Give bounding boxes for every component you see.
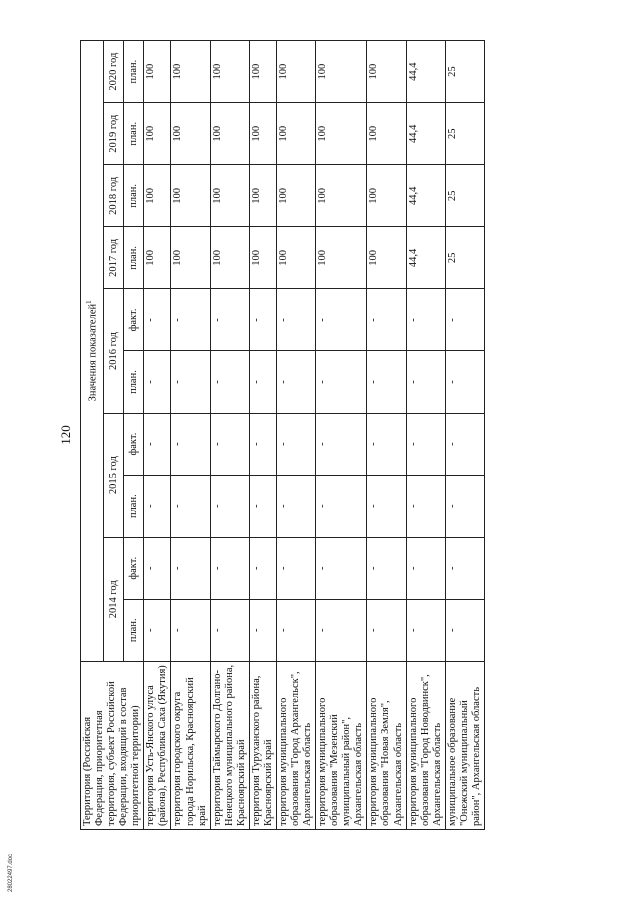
value-cell: - (367, 599, 406, 661)
value-cell: - (171, 289, 210, 351)
value-cell: - (316, 475, 367, 537)
value-cell: - (316, 289, 367, 351)
value-cell: - (249, 413, 276, 475)
value-cell: - (276, 289, 315, 351)
value-cell: - (171, 351, 210, 413)
table-body (144, 41, 485, 830)
table-row (144, 41, 171, 830)
value-cell: - (445, 351, 484, 413)
value-cell: - (406, 289, 445, 351)
value-cell: 44,4 (406, 41, 445, 103)
rotated-table-block (58, 40, 532, 830)
value-cell: - (367, 351, 406, 413)
value-cell: - (144, 599, 171, 661)
territory-cell: муниципальное образование "Онежский муниципальный район", Архангельская область (445, 661, 484, 829)
value-cell: - (210, 413, 249, 475)
value-cell: - (367, 537, 406, 599)
value-cell: 100 (210, 103, 249, 165)
value-cell: 100 (276, 227, 315, 289)
table-row (249, 41, 276, 830)
value-cell: - (276, 599, 315, 661)
value-cell: 100 (171, 165, 210, 227)
value-cell: - (210, 475, 249, 537)
value-cell: - (249, 475, 276, 537)
value-cell: - (276, 413, 315, 475)
value-cell: - (276, 351, 315, 413)
plan-header: план. (124, 599, 144, 661)
plan-header: план. (124, 475, 144, 537)
value-cell: - (249, 537, 276, 599)
value-cell: - (144, 289, 171, 351)
file-name: 28022497.doc (8, 853, 14, 892)
value-cell: 100 (171, 227, 210, 289)
value-cell: - (210, 289, 249, 351)
value-cell: - (144, 537, 171, 599)
value-cell: - (249, 599, 276, 661)
value-cell: - (445, 475, 484, 537)
value-cell: 100 (249, 41, 276, 103)
value-cell: - (210, 537, 249, 599)
value-cell: - (367, 413, 406, 475)
value-cell: 100 (171, 103, 210, 165)
territory-cell: территория Таймырского Долгано-Ненецкого муниципального района, Красноярский край (210, 661, 249, 829)
value-cell: 100 (276, 41, 315, 103)
territory-cell: территория муниципального образования "Новая Земля", Архангельская область (367, 661, 406, 829)
value-cell: 100 (171, 41, 210, 103)
value-cell: - (276, 475, 315, 537)
year-header: 2015 год (104, 413, 124, 537)
value-cell: 25 (445, 41, 484, 103)
value-cell: 100 (316, 165, 367, 227)
value-cell: 44,4 (406, 227, 445, 289)
plan-header: план. (124, 227, 144, 289)
value-cell: - (316, 351, 367, 413)
territory-cell: территория городского округа города Норильска, Красноярский край (171, 661, 210, 829)
table-row (210, 41, 249, 830)
year-header: 2019 год (104, 103, 124, 165)
footnote-marker: 1 (85, 300, 94, 304)
year-header: 2016 год (104, 289, 124, 413)
value-cell: 100 (210, 227, 249, 289)
value-cell: - (406, 599, 445, 661)
value-cell: - (144, 413, 171, 475)
value-cell: 100 (367, 103, 406, 165)
value-cell: - (316, 537, 367, 599)
value-cell: 100 (144, 227, 171, 289)
value-cell: - (316, 599, 367, 661)
value-cell: 100 (367, 165, 406, 227)
value-cell: 100 (249, 165, 276, 227)
value-cell: 100 (144, 165, 171, 227)
year-header: 2014 год (104, 537, 124, 661)
territory-cell: территория муниципального образования "Город Архангельск", Архангельская область (276, 661, 315, 829)
territory-cell: территория муниципального образования "Город Новодвинск", Архангельская область (406, 661, 445, 829)
value-cell: 100 (316, 227, 367, 289)
value-cell: 100 (144, 41, 171, 103)
value-cell: - (445, 537, 484, 599)
value-cell: - (316, 413, 367, 475)
value-cell: - (171, 599, 210, 661)
value-cell: - (445, 599, 484, 661)
fact-header: факт. (124, 537, 144, 599)
territory-cell: территория муниципального образования "Мезенский муниципальный район", Архангельская область (316, 661, 367, 829)
value-cell: 100 (210, 165, 249, 227)
value-cell: 100 (210, 41, 249, 103)
value-cell: - (249, 351, 276, 413)
territory-header: Территория (Российская Федерация, приоритетная территория, субъект Российской Федерации, входящий в состав приоритетной территории) (81, 661, 144, 829)
plan-header: план. (124, 351, 144, 413)
territory-cell: территория Туруханского района, Красноярский край (249, 661, 276, 829)
year-header: 2018 год (104, 165, 124, 227)
value-cell: - (406, 475, 445, 537)
indicator-table (80, 40, 485, 830)
value-cell: - (210, 351, 249, 413)
page-number: 120 (58, 425, 73, 445)
value-cell: 100 (144, 103, 171, 165)
table-row (316, 41, 367, 830)
value-cell: 44,4 (406, 165, 445, 227)
table-row (406, 41, 445, 830)
value-cell: 100 (367, 227, 406, 289)
value-cell: 100 (316, 41, 367, 103)
value-cell: 100 (249, 103, 276, 165)
value-cell: 100 (249, 227, 276, 289)
value-cell: - (406, 351, 445, 413)
value-cell: 25 (445, 165, 484, 227)
table-row (445, 41, 484, 830)
value-cell: - (406, 413, 445, 475)
plan-header: план. (124, 41, 144, 103)
value-cell: - (276, 537, 315, 599)
value-cell: - (249, 289, 276, 351)
fact-header: факт. (124, 289, 144, 351)
value-cell: - (144, 475, 171, 537)
value-cell: - (445, 289, 484, 351)
plan-header: план. (124, 103, 144, 165)
table-row (171, 41, 210, 830)
value-cell: 100 (316, 103, 367, 165)
value-cell: 25 (445, 227, 484, 289)
value-cell: - (171, 537, 210, 599)
value-cell: - (445, 413, 484, 475)
value-cell: 44,4 (406, 103, 445, 165)
year-header: 2017 год (104, 227, 124, 289)
territory-cell: территория Усть-Янского улуса (района), Республика Саха (Якутия) (144, 661, 171, 829)
fact-header: факт. (124, 413, 144, 475)
value-cell: - (367, 289, 406, 351)
value-cell: - (210, 599, 249, 661)
table-row (367, 41, 406, 830)
year-header: 2020 год (104, 41, 124, 103)
value-cell: - (144, 351, 171, 413)
value-cell: 100 (276, 103, 315, 165)
value-cell: 100 (276, 165, 315, 227)
value-cell: - (406, 537, 445, 599)
values-header: Значения показателей$^1$ (81, 41, 104, 662)
plan-header: план. (124, 165, 144, 227)
value-cell: - (171, 413, 210, 475)
table-row (276, 41, 315, 830)
value-cell: 100 (367, 41, 406, 103)
value-cell: 25 (445, 103, 484, 165)
value-cell: - (367, 475, 406, 537)
value-cell: - (171, 475, 210, 537)
